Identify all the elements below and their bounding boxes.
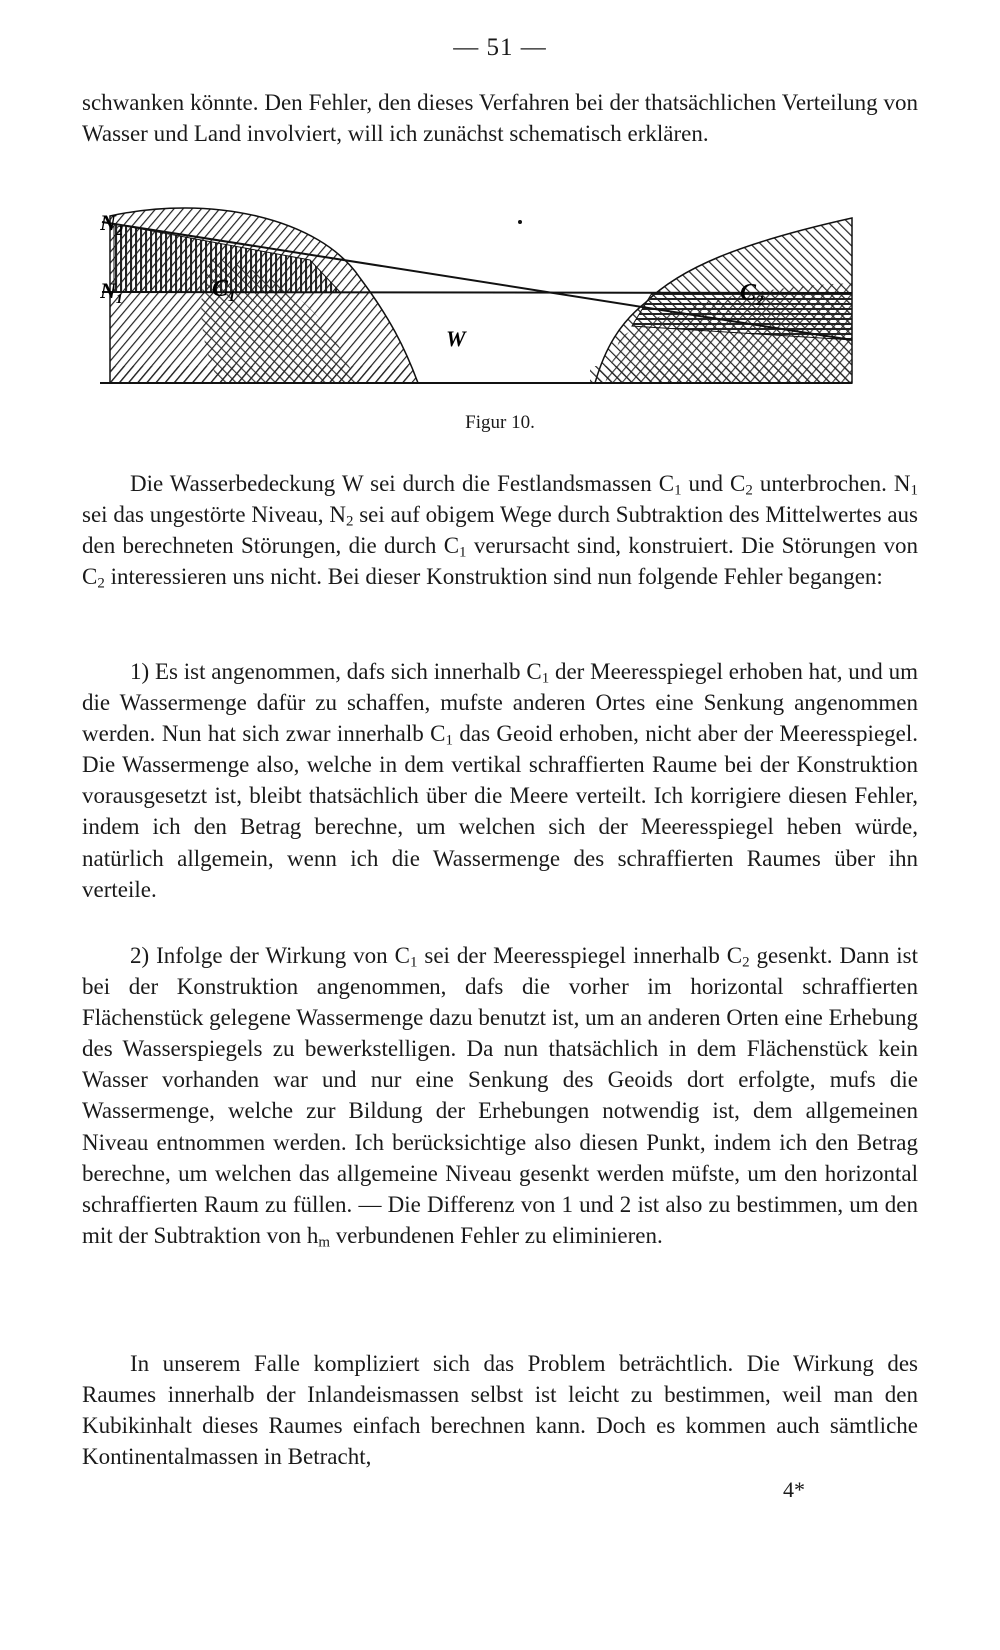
figure-10 [100,198,908,408]
label-c1: $C_1$ [212,276,236,305]
label-n2: $N_2$ [100,210,123,239]
label-w: W [446,326,466,351]
seabed-left [110,366,410,383]
figure-diagram [100,198,908,408]
paragraph-complication: In unserem Falle kompliziert sich das Problem beträchtlich. Die Wirkung des Raumes innerhalb der Inlandeismassen selbst ist leicht zu bestimmen, weil man den Kubikinhalt dieses Raumes einfach berechnen kann. Doch es kommen auch sämtliche Kontinentalmassen in Betracht, [82,1351,918,1470]
label-c2: $C_2$ [740,280,764,309]
dot-mark [518,220,522,224]
paragraph-error-2: 2) Infolge der Wirkung von $C_1$ sei der Meeresspiegel innerhalb $C_2$ gesenkt. Dann ist bei der Konstruktion angenommen, dafs die vorher im horizontal schraffierten Flächenstück gelegene Wassermenge dazu benutzt ist, um an anderen Orten eine Erhebung des Wasserspiegels zu bewerkstelligen. Da nun thatsächlich in dem Flächenstück kein Wasser vorhanden war und nur eine Senkung des Geoids dort erfolgte, mufs die Wassermenge, welche zur Bildung der Erhebungen notwendig ist, dem allgemeinen Niveau entnommen werden. Ich berücksichtige also diesen Punkt, indem ich den Betrag berechne, um welchen das allgemeine Niveau gesenkt werden müfste, um den horizontal schraffierten Raum zu füllen. — Die Differenz von 1 und 2 ist also zu bestimmen, um den mit der Subtraktion von $h_m$ verbundenen Fehler zu eliminieren. [82,943,918,1251]
seabed-right [590,366,852,383]
paragraph-water-cover: Die Wasserbedeckung W sei durch die Festlandsmassen $C_1$ und $C_2$ unterbrochen. $N_1$ sei das ungestörte Niveau, $N_2$ sei auf obigem Wege durch Subtraktion des Mittelwertes aus den berechneten Störungen, die durch $C_1$ verursacht sind, konstruiert. Die Störungen von $C_2$ interessieren uns nicht. Bei dieser Konstruktion sind nun folgende Fehler begangen: [82,471,918,593]
paragraph-intro: schwanken könnte. Den Fehler, den dieses Verfahren bei der thatsächlichen Verteilung von Wasser und Land involviert, will ich zunächst schematisch erklären. [82,90,918,147]
paragraph-error-1: 1) Es ist angenommen, dafs sich innerhalb $C_1$ der Meeresspiegel erhoben hat, und um die Wassermenge dafür zu schaffen, mufste anderen Ortes eine Senkung angenommen werden. Nun hat sich zwar innerhalb $C_1$ das Geoid erhoben, nicht aber der Meeresspiegel. Die Wassermenge also, welche in dem vertikal schraffierten Raume bei der Konstruktion vorausgesetzt ist, bleibt thatsächlich über die Meere verteilt. Ich korrigiere diesen Fehler, indem ich den Betrag berechne, um welchen sich der Meeresspiegel heben würde, natürlich allgemein, wenn ich die Wassermenge des schraffierten Raumes über ihn verteile. [82,659,918,902]
figure-caption: Figur 10. [465,412,535,433]
label-n1: $N_1$ [100,278,123,307]
page-number: — 51 — [453,34,547,61]
signature-mark: 4* [783,1477,805,1502]
